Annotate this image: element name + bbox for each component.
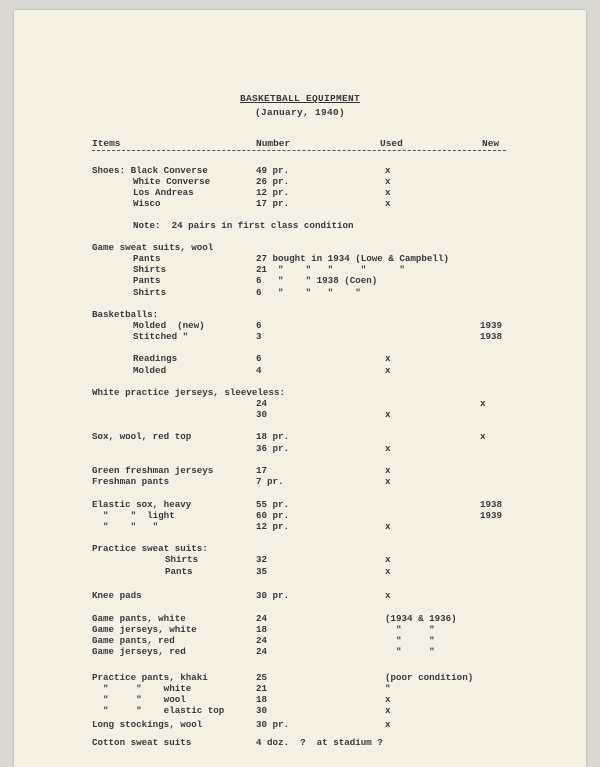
line-cell-c2: 26 pr. <box>256 176 290 187</box>
inventory-line <box>0 431 600 443</box>
line-cell-c2: 12 pr. <box>256 521 290 532</box>
line-cell-c3: (poor condition) <box>385 672 474 683</box>
line-cell-c4: 1938 <box>480 499 503 510</box>
line-cell-c1: Game sweat suits, wool <box>92 242 214 253</box>
line-cell-c2: 7 pr. <box>256 476 284 487</box>
line-cell-c1: " " light <box>92 510 175 521</box>
column-header-number: Number <box>256 138 291 149</box>
line-cell-c2: 18 <box>256 624 268 635</box>
line-cell-note: Note: 24 pairs in first class condition <box>133 220 354 231</box>
line-cell-c2: 32 <box>256 554 268 565</box>
column-header-used: Used <box>380 138 403 149</box>
inventory-line <box>0 331 600 343</box>
line-cell-c1b: Stitched " <box>133 331 189 342</box>
line-cell-c3: x <box>385 719 391 730</box>
line-cell-c1: Practice sweat suits: <box>92 543 208 554</box>
document-title: BASKETBALL EQUIPMENT <box>239 93 361 104</box>
line-cell-c2: 6 <box>256 353 262 364</box>
line-cell-c2: 3 <box>256 331 262 342</box>
line-cell-c1: Game pants, red <box>92 635 175 646</box>
line-cell-c2: 30 pr. <box>256 719 290 730</box>
inventory-line <box>0 590 600 602</box>
line-cell-c3: " <box>385 683 391 694</box>
inventory-line <box>0 476 600 488</box>
line-cell-c3: x <box>385 176 391 187</box>
line-cell-c2: 24 <box>256 398 268 409</box>
inventory-line <box>0 705 600 717</box>
line-cell-c1: Freshman pants <box>92 476 170 487</box>
inventory-line <box>0 287 600 299</box>
line-cell-c4: x <box>480 398 486 409</box>
line-cell-c1: Green freshman jerseys <box>92 465 214 476</box>
line-cell-c2: 4 <box>256 365 262 376</box>
inventory-line <box>0 646 600 658</box>
line-cell-c2: 17 pr. <box>256 198 290 209</box>
document-subtitle: (January, 1940) <box>254 107 345 118</box>
line-cell-c2: 60 pr. <box>256 510 290 521</box>
line-cell-c1b: White Converse <box>133 176 211 187</box>
line-cell-c2: 6 " " 1938 (Coen) <box>256 275 378 286</box>
line-cell-c3: x <box>385 566 391 577</box>
line-cell-c2: 49 pr. <box>256 165 290 176</box>
line-cell-c1b: Pants <box>133 275 161 286</box>
line-cell-c3: x <box>385 521 391 532</box>
line-cell-c3: x <box>385 187 391 198</box>
line-cell-c3: x <box>385 353 391 364</box>
line-cell-c3: x <box>385 554 391 565</box>
line-cell-c1c: Shirts <box>165 554 199 565</box>
inventory-line <box>0 737 600 749</box>
line-cell-c2: 12 pr. <box>256 187 290 198</box>
line-cell-c2: 18 <box>256 694 268 705</box>
line-cell-c2: 24 <box>256 646 268 657</box>
line-cell-c2: 17 <box>256 465 268 476</box>
header-rule <box>92 150 506 151</box>
line-cell-c3: " " <box>385 635 435 646</box>
line-cell-c3: " " <box>385 624 435 635</box>
line-cell-c1b: Shirts <box>133 287 167 298</box>
line-cell-c3: x <box>385 365 391 376</box>
inventory-line <box>0 220 600 232</box>
line-cell-c1: Game jerseys, white <box>92 624 197 635</box>
line-cell-c1: Long stockings, wool <box>92 719 203 730</box>
line-cell-c2: 21 <box>256 683 268 694</box>
line-cell-c2: 4 doz. ? at stadium ? <box>256 737 383 748</box>
line-cell-c2: 24 <box>256 635 268 646</box>
line-cell-c1: Elastic sox, heavy <box>92 499 192 510</box>
line-cell-c1b: Pants <box>133 253 161 264</box>
inventory-line <box>0 198 600 210</box>
line-cell-c2: 30 <box>256 705 268 716</box>
line-cell-c3: x <box>385 409 391 420</box>
column-header-items: Items <box>92 138 121 149</box>
line-cell-c1b: Molded <box>133 365 167 376</box>
line-cell-c1: Shoes: Black Converse <box>92 165 208 176</box>
line-cell-c3: x <box>385 465 391 476</box>
line-cell-c1: Game pants, white <box>92 613 186 624</box>
line-cell-c1: Sox, wool, red top <box>92 431 192 442</box>
line-cell-c2: 6 " " " " <box>256 287 361 298</box>
line-cell-c2: 6 <box>256 320 262 331</box>
line-cell-c1b: Los Andreas <box>133 187 194 198</box>
line-cell-c2: 18 pr. <box>256 431 290 442</box>
line-cell-c3: x <box>385 476 391 487</box>
line-cell-c3: x <box>385 694 391 705</box>
line-cell-c1b: Molded (new) <box>133 320 205 331</box>
inventory-line <box>0 275 600 287</box>
line-cell-c2: 30 <box>256 409 268 420</box>
line-cell-c2: 55 pr. <box>256 499 290 510</box>
line-cell-c1: " " elastic top <box>92 705 225 716</box>
inventory-line <box>0 409 600 421</box>
line-cell-c1: Practice pants, khaki <box>92 672 208 683</box>
line-cell-c2: 21 " " " " " <box>256 264 405 275</box>
line-cell-c3: x <box>385 198 391 209</box>
inventory-line <box>0 566 600 578</box>
line-cell-c1: Basketballs: <box>92 309 159 320</box>
line-cell-c2: 35 <box>256 566 268 577</box>
line-cell-c2: 30 pr. <box>256 590 290 601</box>
line-cell-c1: White practice jerseys, sleeveless: <box>92 387 285 398</box>
line-cell-c1: " " white <box>92 683 192 694</box>
line-cell-c4: x <box>480 431 486 442</box>
inventory-line <box>0 719 600 731</box>
line-cell-c1b: Shirts <box>133 264 167 275</box>
line-cell-c3: x <box>385 705 391 716</box>
line-cell-c2: 25 <box>256 672 268 683</box>
inventory-line <box>0 443 600 455</box>
inventory-line <box>0 365 600 377</box>
inventory-line <box>0 554 600 566</box>
column-header-new: New <box>482 138 500 149</box>
line-cell-c1: Knee pads <box>92 590 142 601</box>
line-cell-c1: " " " <box>92 521 159 532</box>
line-cell-c1: Game jerseys, red <box>92 646 186 657</box>
line-cell-c4: 1938 <box>480 331 503 342</box>
line-cell-c3: " " <box>385 646 435 657</box>
line-cell-c1: Cotton sweat suits <box>92 737 192 748</box>
line-cell-c4: 1939 <box>480 510 503 521</box>
line-cell-c1c: Pants <box>165 566 193 577</box>
inventory-line <box>0 353 600 365</box>
line-cell-c3: x <box>385 165 391 176</box>
line-cell-c4: 1939 <box>480 320 503 331</box>
line-cell-c3: x <box>385 590 391 601</box>
line-cell-c3: (1934 & 1936) <box>385 613 457 624</box>
inventory-line <box>0 521 600 533</box>
line-cell-c1: " " wool <box>92 694 186 705</box>
line-cell-c1b: Readings <box>133 353 178 364</box>
line-cell-c2: 36 pr. <box>256 443 290 454</box>
line-cell-c1b: Wisco <box>133 198 161 209</box>
line-cell-c3: x <box>385 443 391 454</box>
line-cell-c2: 24 <box>256 613 268 624</box>
line-cell-c2: 27 bought in 1934 (Lowe & Campbell) <box>256 253 449 264</box>
